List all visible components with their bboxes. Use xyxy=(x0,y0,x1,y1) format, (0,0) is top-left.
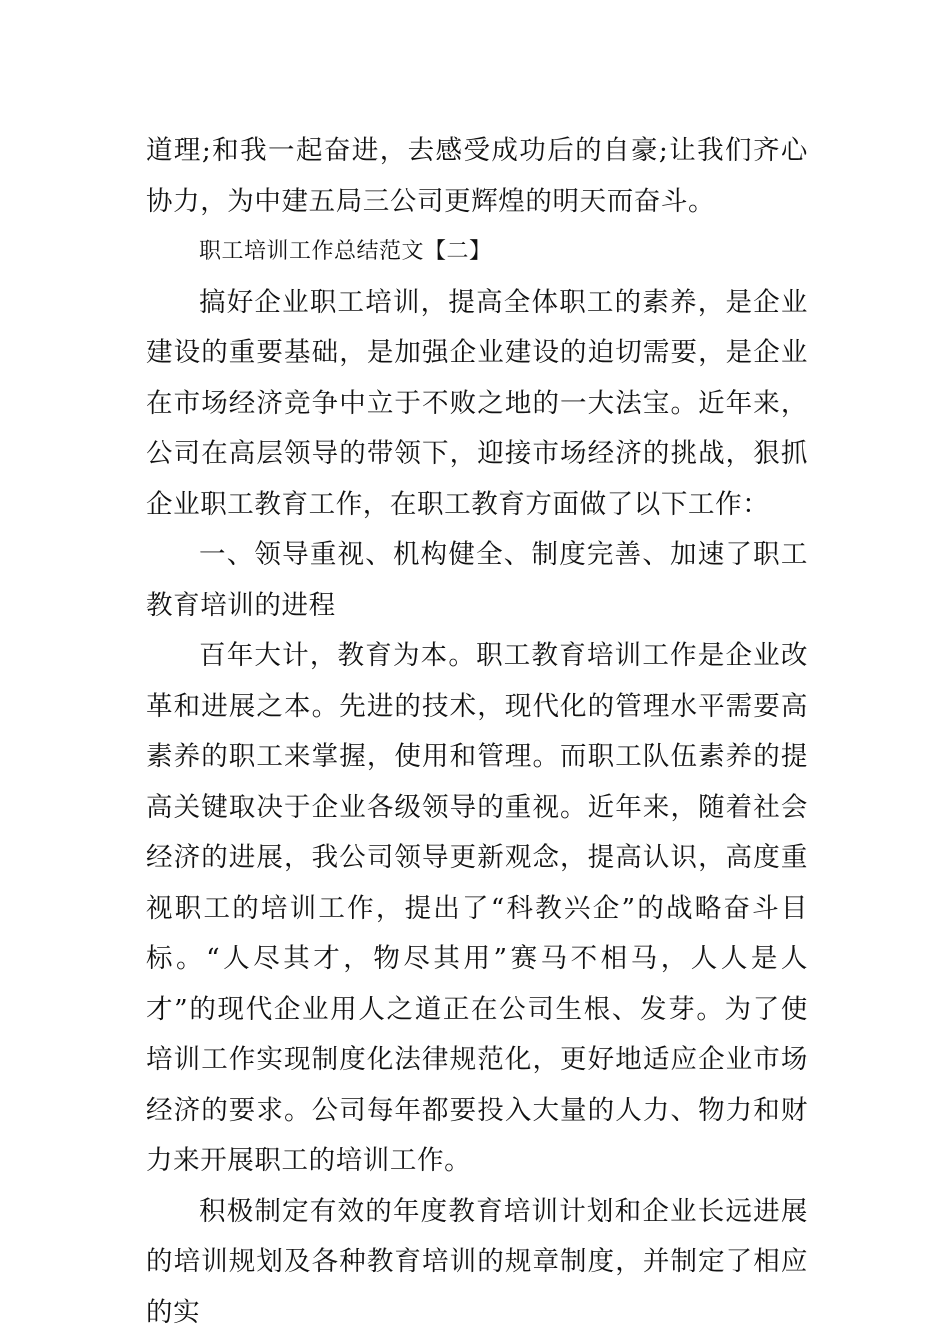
paragraph-intro: 搞好企业职工培训，提高全体职工的素养，是企业建设的重要基础，是加强企业建设的迫切需要，是企业在市场经济竞争中立于不败之地的一大法宝。近年来，公司在高层领导的带领下，迎接市场经济的挑战，狠抓企业职工教育工作，在职工教育方面做了以下工作： xyxy=(146,286,808,520)
section-heading: 职工培训工作总结范文【二】 xyxy=(199,239,492,264)
paragraph-education: 百年大计，教育为本。职工教育培训工作是企业改革和进展之本。先进的技术，现代化的管理水平需要高素养的职工来掌握，使用和管理。而职工队伍素养的提高关键取决于企业各级领导的重视。近年来，随着社会经济的进展，我公司领导更新观念，提高认识，高度重视职工的培训工作，提出了“科教兴企”的战略奋斗目标。“人尽其才，物尽其用”赛马不相马，人人是人才”的现代企业用人之道正在公司生根、发芽。为了使培训工作实现制度化法律规范化，更好地适应企业市场经济的要求。公司每年都要投入大量的人力、物力和财力来开展职工的培训工作。 xyxy=(146,640,808,1176)
paragraph-planning: 积极制定有效的年度教育培训计划和企业长远进展的培训规划及各种教育培训的规章制度，并制定了相应的实 xyxy=(146,1195,808,1328)
paragraph-closing: 道理;和我一起奋进，去感受成功后的自豪;让我们齐心协力，为中建五局三公司更辉煌的明天而奋斗。 xyxy=(146,135,808,217)
paragraph-point-one: 一、领导重视、机构健全、制度完善、加速了职工教育培训的进程 xyxy=(146,539,808,621)
document-body xyxy=(146,126,808,1338)
